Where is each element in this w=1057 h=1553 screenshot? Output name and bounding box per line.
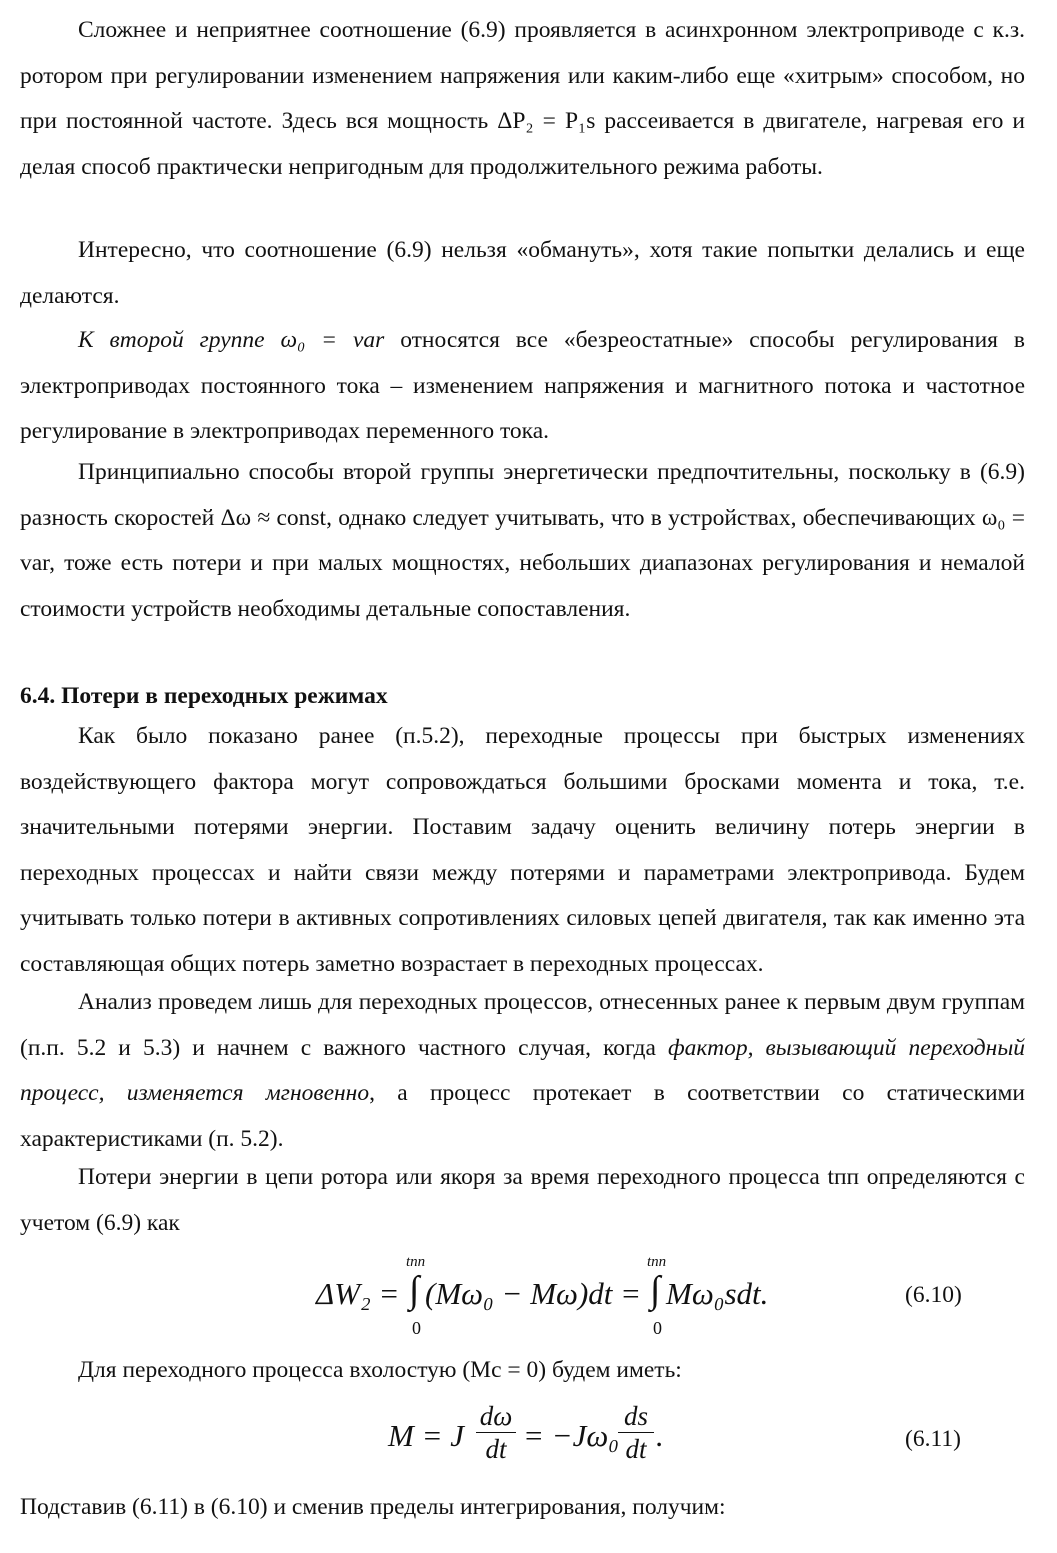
eq611-number: (6.11) [905, 1426, 961, 1452]
paragraph-2-text: Интересно, что соотношение (6.9) нельзя «обмануть», хотя такие попытки делались и еще делаются. [20, 237, 1025, 309]
eq611-fraction-1 [476, 1400, 516, 1465]
eq610-integrand-1: (Mω₀ − Mω)dt = [425, 1276, 642, 1311]
paragraph-1 [20, 8, 1025, 190]
paragraph-7 [20, 1155, 1025, 1246]
paragraph-8 [20, 1348, 1025, 1394]
eq611-fraction-2 [618, 1400, 654, 1465]
paragraph-5-text: Как было показано ранее (п.5.2), переходные процессы при быстрых изменениях воздействующего фактора могут сопровождаться большими бросками момента и тока, т.е. значительными потерями энергии. Поставим задачу оценить величину потерь энергии в переходных процессах и найти связи между потерями и параметрами электропривода. Будем учитывать только потери в активных сопротивлениях силовых цепей двигателя, так как именно эта составляющая общих потерь заметно возрастает в переходных процессах. [20, 723, 1025, 977]
paragraph-4-text: Принципиально способы второй группы энергетически предпочтительны, поскольку в (6.9) разность скоростей Δω ≈ const, однако следует учитывать, что в устройствах, обеспечивающих ω₀ = var, тоже есть потери и при малых мощностях, небольших диапазонах регулирования и немалой стоимости устройств необходимы детальные сопоставления. [20, 459, 1025, 622]
eq610-integrand-2: Mω₀sdt. [666, 1276, 769, 1311]
paragraph-4 [20, 450, 1025, 632]
eq611-den-2: dt [618, 1432, 654, 1465]
paragraph-3-italic: К второй группе ω₀ = var [78, 327, 385, 353]
section-heading: 6.4. Потери в переходных режимах [20, 683, 388, 709]
eq611-end: . [656, 1418, 664, 1453]
eq610-number: (6.10) [905, 1282, 962, 1308]
eq610-lower-limit-2: 0 [653, 1318, 662, 1338]
eq611-lhs: M = J [388, 1418, 465, 1453]
paragraph-6-text-b: , а процесс протекает в соответствии со статическими характеристиками (п. 5.2). [20, 1080, 1025, 1152]
paragraph-6 [20, 980, 1025, 1162]
eq610-upper-limit-1: tпп [406, 1254, 426, 1270]
paragraph-7-text: Потери энергии в цепи ротора или якоря за время переходного процесса tпп определяются с учетом (6.9) как [20, 1164, 1025, 1236]
paragraph-5 [20, 714, 1025, 987]
eq610-lower-limit-1: 0 [412, 1318, 421, 1338]
integral-sign-1: ∫ [409, 1269, 420, 1311]
paragraph-2 [20, 228, 1025, 319]
eq611-num-2: ds [623, 1401, 648, 1431]
paragraph-8-text: Для переходного процесса вхолостую (Mc = 0) будем иметь: [78, 1357, 682, 1383]
integral-sign-2: ∫ [650, 1269, 661, 1311]
eq610-upper-limit-2: tпп [647, 1254, 667, 1270]
paragraph-3-text: относятся все «безреостатные» способы регулирования в электроприводах постоянного тока – изменением напряжения и магнитного потока и частотное регулирование в электроприводах переменного тока. [20, 327, 1025, 444]
paragraph-3 [20, 318, 1025, 455]
eq611-num-1: dω [479, 1401, 513, 1431]
paragraph-6-italic: фактор, вызывающий переходный процесс, изменяется мгновенно [20, 1034, 1025, 1106]
paragraph-9-text: Подставив (6.11) в (6.10) и сменив пределы интегрирования, получим: [20, 1494, 726, 1520]
paragraph-6-text-a: Анализ проведем лишь для переходных процессов, отнесенных ранее к первым двум группам (п.п. 5.2 и 5.3) и начнем с важного частного случая, когда [20, 989, 1025, 1061]
paragraph-1-text: Сложнее и неприятнее соотношение (6.9) проявляется в асинхронном электроприводе с к.з. ротором при регулировании изменением напряжения или каким-либо еще «хитрым» способом, но при постоянной частоте. Здесь вся мощность ΔP₂ = P₁s рассеивается в двигателе, нагревая его и делая способ практически непригодным для продолжительного режима работы. [20, 17, 1025, 180]
paragraph-9 [20, 1485, 1025, 1531]
eq610-lhs: ΔW₂ = [316, 1276, 400, 1311]
eq611-den-1: dt [476, 1432, 516, 1465]
eq611-mid: = −Jω₀ [523, 1418, 620, 1453]
